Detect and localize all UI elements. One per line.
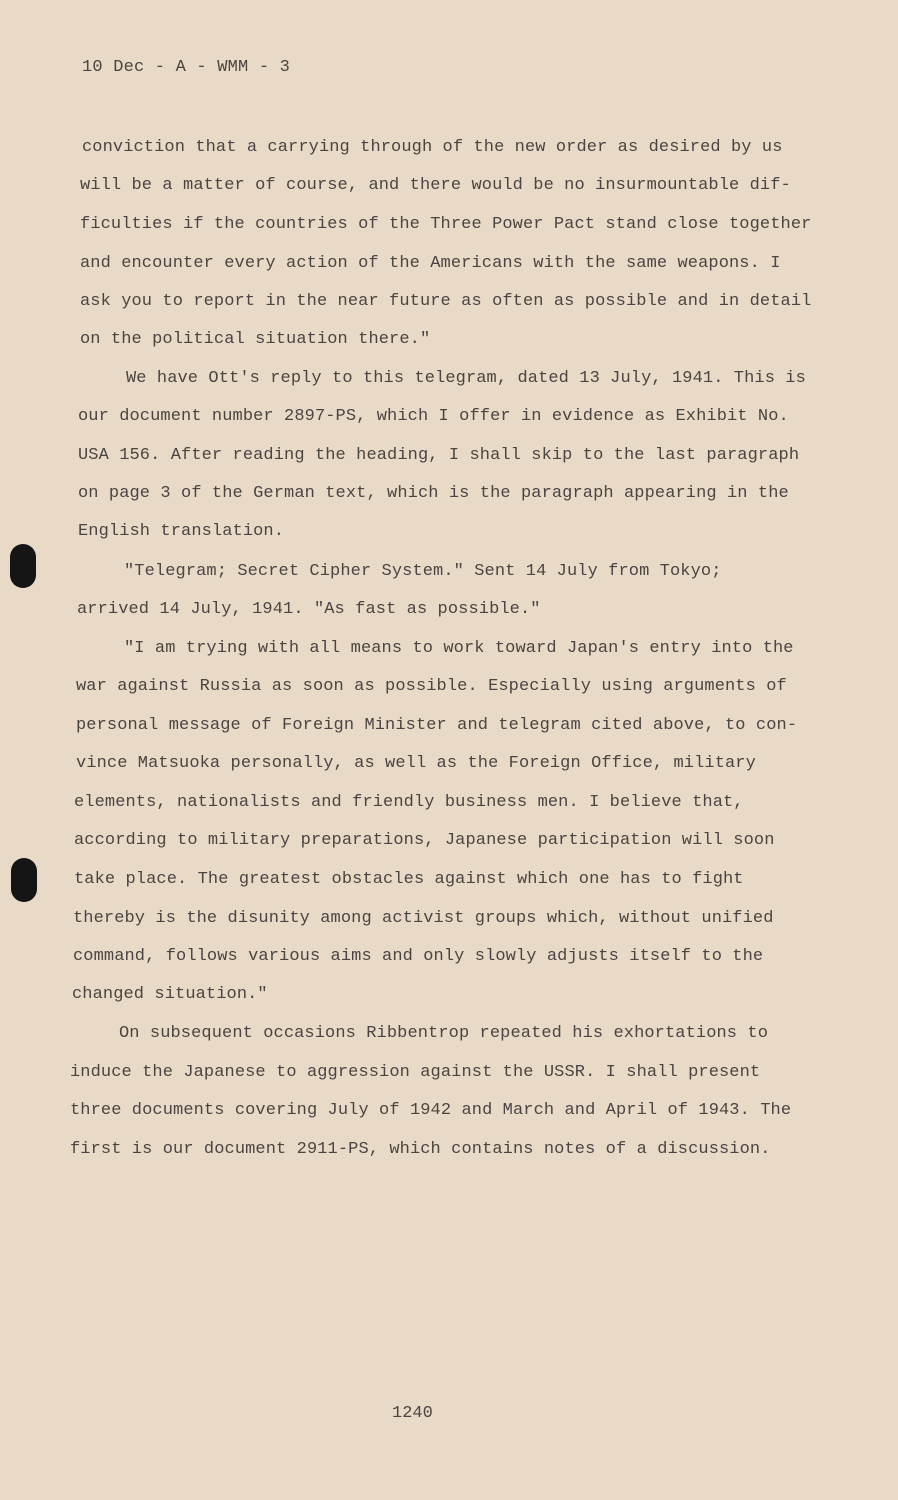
text-line: our document number 2897-PS, which I offer in evidence as Exhibit No.	[78, 407, 789, 426]
text-line: arrived 14 July, 1941. "As fast as possible."	[77, 600, 541, 619]
text-line: ask you to report in the near future as often as possible and in detail	[80, 292, 812, 311]
binder-hole	[11, 858, 37, 902]
text-line: on the political situation there."	[80, 330, 431, 349]
text-line: take place. The greatest obstacles against which one has to fight	[74, 870, 744, 889]
text-line: will be a matter of course, and there would be no insurmountable dif-	[80, 176, 791, 195]
text-line: according to military preparations, Japanese participation will soon	[74, 831, 775, 850]
page-number: 1240	[392, 1404, 433, 1423]
text-line: and encounter every action of the Americans with the same weapons. I	[80, 254, 781, 273]
text-line: "Telegram; Secret Cipher System." Sent 14 July from Tokyo;	[124, 562, 722, 581]
text-line: personal message of Foreign Minister and telegram cited above, to con-	[76, 716, 798, 735]
text-line: elements, nationalists and friendly business men. I believe that,	[74, 793, 744, 812]
text-line: induce the Japanese to aggression against the USSR. I shall present	[70, 1063, 761, 1082]
text-line: We have Ott's reply to this telegram, dated 13 July, 1941. This is	[126, 369, 806, 388]
text-line: changed situation."	[72, 985, 268, 1004]
text-line: ficulties if the countries of the Three Power Pact stand close together	[80, 215, 812, 234]
binder-hole	[10, 544, 36, 588]
text-line: "I am trying with all means to work toward Japan's entry into the	[124, 639, 794, 658]
text-line: command, follows various aims and only slowly adjusts itself to the	[73, 947, 764, 966]
text-line: thereby is the disunity among activist groups which, without unified	[73, 909, 774, 928]
text-line: conviction that a carrying through of the new order as desired by us	[82, 138, 783, 157]
text-line: first is our document 2911-PS, which contains notes of a discussion.	[70, 1140, 771, 1159]
text-line: on page 3 of the German text, which is the paragraph appearing in the	[78, 484, 789, 503]
text-line: vince Matsuoka personally, as well as the Foreign Office, military	[76, 754, 756, 773]
text-line: On subsequent occasions Ribbentrop repeated his exhortations to	[119, 1024, 769, 1043]
text-line: English translation.	[78, 522, 285, 541]
text-line: three documents covering July of 1942 and March and April of 1943. The	[70, 1101, 792, 1120]
text-line: USA 156. After reading the heading, I shall skip to the last paragraph	[78, 446, 800, 465]
text-line: war against Russia as soon as possible. Especially using arguments of	[76, 677, 787, 696]
page-header: 10 Dec - A - WMM - 3	[82, 58, 291, 77]
